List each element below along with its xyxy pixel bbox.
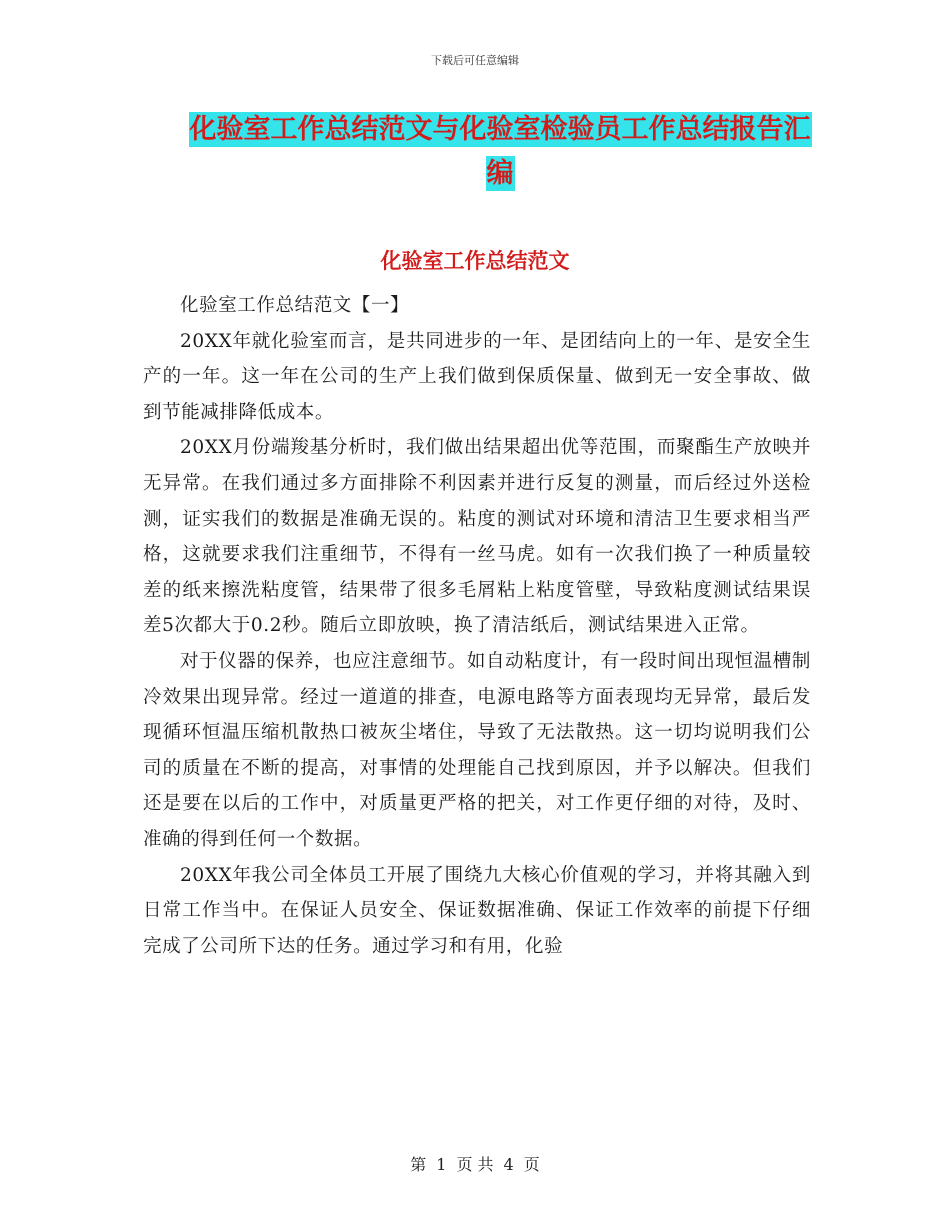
paragraph: 20XX年我公司全体员工开展了围绕九大核心价值观的学习，并将其融入到日常工作当中。在保证人员安全、保证数据准确、保证工作效率的前提下仔细完成了公司所下达的任务。通过学习和有用，化验 [143, 864, 811, 957]
page-footer [0, 1152, 950, 1175]
paragraph-heading: 化验室工作总结范文【一】 [180, 295, 410, 316]
document-title-line-1: 化验室工作总结范文与化验室检验员工作总结报告汇 [189, 114, 811, 145]
footer-page-number: 1 [436, 1155, 447, 1174]
footer-prefix: 第 [410, 1155, 427, 1174]
document-body [143, 288, 811, 964]
document-title-line-2: 编 [486, 158, 514, 189]
paragraph: 20XX月份端羧基分析时，我们做出结果超出优等范围，而聚酯生产放映并无异常。在我们通过多方面排除不利因素并进行反复的测量，而后经过外送检测，证实我们的数据是准确无误的。粘度的测试对环境和清洁卫生要求相当严格，这就要求我们注重细节，不得有一丝马虎。如有一次我们换了一种质量较差的纸来擦洗粘度管，结果带了很多毛屑粘上粘度管壁，导致粘度测试结果误差5次都大于0.2秒。随后立即放映，换了清洁纸后，测试结果进入正常。 [143, 437, 811, 637]
document-title [150, 108, 850, 196]
footer-suffix: 页 [523, 1155, 540, 1174]
paragraph: 对于仪器的保养，也应注意细节。如自动粘度计，有一段时间出现恒温槽制冷效果出现异常。经过一道道的排查，电源电路等方面表现均无异常，最后发现循环恒温压缩机散热口被灰尘堵住，导致了无法散热。这一切均说明我们公司的质量在不断的提高，对事情的处理能自己找到原因，并予以解决。但我们还是要在以后的工作中，对质量更严格的把关，对工作更仔细的对待，及时、准确的得到任何一个数据。 [143, 650, 811, 850]
section-title: 化验室工作总结范文 [380, 249, 570, 273]
paragraph: 20XX年就化验室而言，是共同进步的一年、是团结向上的一年、是安全生产的一年。这一年在公司的生产上我们做到保质保量、做到无一安全事故、做到节能减排降低成本。 [143, 330, 811, 423]
footer-middle: 页 共 [456, 1155, 494, 1174]
page-header-note: 下载后可任意编辑 [431, 54, 519, 67]
footer-total-pages: 4 [503, 1155, 514, 1174]
